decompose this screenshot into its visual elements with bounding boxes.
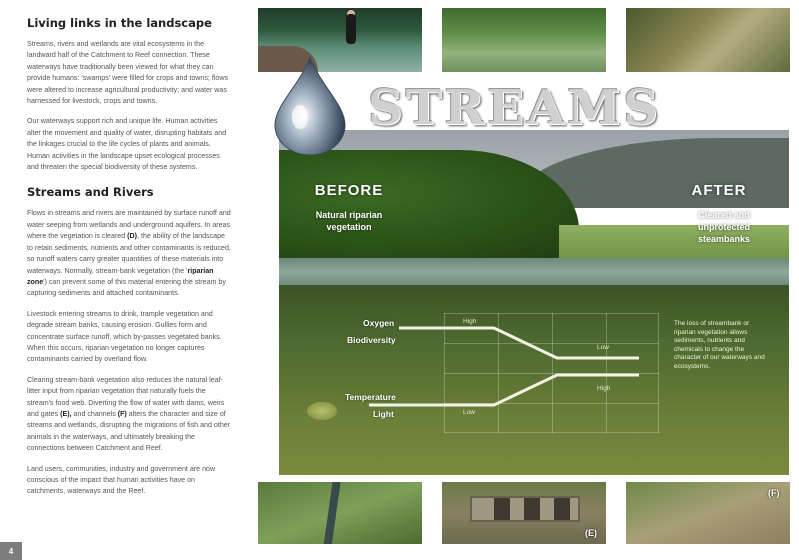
- photo-forest-stream: [442, 8, 606, 72]
- paragraph-1: Streams, rivers and wetlands are vital ecosystems in the landward half of the Catchment to Reef connection. These waterways have traditionally been viewed for what they can provide humans: 'swamps' were filled for crops and towns; flows were altered to increase agricultural productivity; and water was harnessed for livestock, crops and towns.: [27, 40, 229, 106]
- gate: [494, 498, 510, 520]
- photo-farmland-aerial: [258, 482, 422, 544]
- high-label-bottom: High: [597, 385, 611, 392]
- gate: [524, 498, 540, 520]
- riparian-zone-term: riparian zone: [27, 266, 214, 286]
- heading-streams-rivers: Streams and Rivers: [27, 185, 154, 200]
- high-label-top: High: [463, 318, 477, 325]
- gate: [554, 498, 570, 520]
- temperature-label: Temperature: [345, 392, 396, 402]
- oxygen-biodiversity-line: [399, 328, 639, 358]
- article-text-column: [27, 16, 232, 507]
- p3-text-a: Flows in streams and rivers are maintained by surface runoff and water seeping from wetlands and underground aquifers. In areas where the vegetation is cleared: [27, 209, 231, 241]
- p5-text-e: alters the character and size of streams and wetlands, disrupting the migrations of fish and other animals in the waterways, and ultimately breaking the connections between Catchment and Reef.: [27, 409, 231, 453]
- ref-f: (F): [117, 409, 127, 418]
- light-label: Light: [373, 409, 394, 419]
- paragraph-6: Land users, communities, industry and government are now conscious of the impact that human activities have on catchments, waterways and the Reef.: [27, 464, 216, 496]
- photo-creek-bank: [626, 8, 790, 72]
- paragraph-4: Livestock entering streams to drink, trample vegetation and degrade stream banks, causing erosion. Gullies form and concentrate surface runoff, which by-passes vegetated banks. When this occurs, riparian vegetation no longer captures contaminants carried by overland flow.: [27, 309, 222, 364]
- low-label-bottom: Low: [463, 409, 475, 416]
- frog: [307, 402, 337, 420]
- photo-weir-gates: [442, 482, 606, 544]
- person-body: [346, 14, 356, 44]
- streams-before-after-scene: [279, 130, 789, 475]
- page-number: 4: [0, 542, 22, 560]
- heading-living-links: Living links in the landscape: [27, 16, 212, 30]
- photo-label-f: (F): [768, 488, 780, 498]
- before-subtitle: Natural riparian vegetation: [315, 210, 383, 232]
- streams-title: STREAMS: [368, 80, 661, 136]
- ref-e: (E),: [60, 409, 72, 418]
- oxygen-label: Oxygen: [363, 318, 395, 328]
- channel: [323, 482, 341, 544]
- photo-drain-channel: [626, 482, 790, 544]
- before-label: BEFORE: [314, 182, 384, 199]
- water-drop-icon: [270, 55, 350, 155]
- photo-label-e: (E): [585, 528, 597, 538]
- p5-text-a: Clearing stream-bank vegetation also reduces the natural leaf-litter input from riparian vegetation that naturally fuels the stream's food web. Diverting the flow of water with dams, weirs and gates: [27, 375, 225, 418]
- p5-text-c: and channels: [71, 409, 118, 418]
- after-label: AFTER: [691, 182, 747, 199]
- caption-note: The loss of streambank or riparian vegetation allows sediments, nutrients and chemicals to change the character of our waterways and ecosystems.: [674, 320, 765, 370]
- after-subtitle: Cleared and unprotected steambanks: [697, 210, 751, 244]
- paragraph-2: Our waterways support rich and unique life. Human activities alter the movement and quality of water, disrupting habitats and the linkages crucial to the life cycles of plants and animals. Human activities in the landscape upset ecological processes and threaten the special biodiversity of these systems.: [27, 117, 227, 172]
- p3-text-e: ') can prevent some of this material entering the stream by capturing sediments and attached contaminants.: [27, 277, 226, 298]
- paragraph-5: [27, 375, 232, 455]
- biodiversity-label: Biodiversity: [347, 335, 396, 345]
- low-label-top: Low: [597, 344, 609, 351]
- ref-d: (D): [127, 232, 138, 241]
- p3-text-c: , the ability of the landscape to retain sediments, nutrients and other contaminants is reduced, so runoff waters carry greater quantities of these materials into waterways. Normally, stream-bank vegetation (the ': [27, 232, 231, 275]
- paragraph-3: [27, 208, 232, 299]
